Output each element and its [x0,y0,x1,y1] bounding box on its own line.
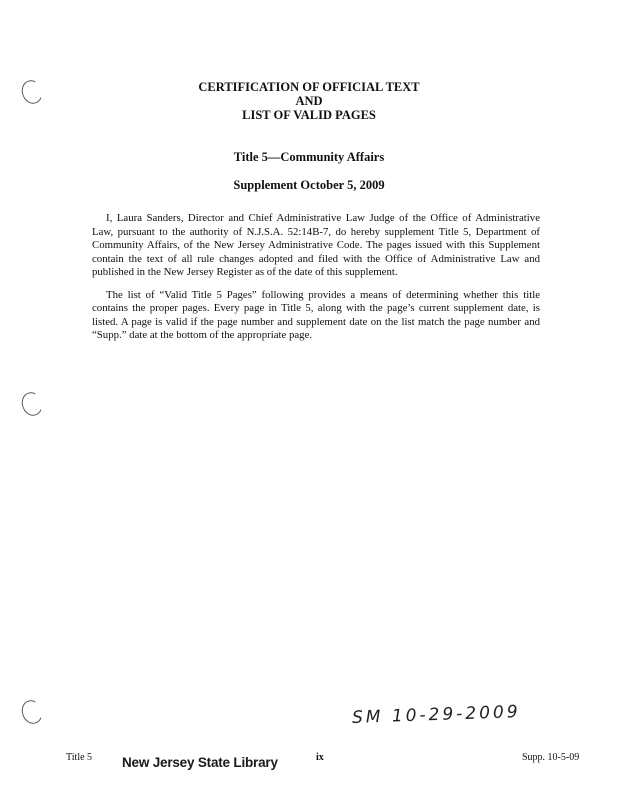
certification-heading [0,80,618,122]
heading-line: CERTIFICATION OF OFFICIAL TEXT [198,80,420,94]
paragraph-valid-pages: The list of “Valid Title 5 Pages” following provides a means of determining whether this title contains the proper pages. Every page in Title 5, along with the page’s current supplement date, is listed. A page is valid if the page number and supplement date on the list match the page number and “Supp.” date at the bottom of the appropriate page. [92,288,540,341]
supplement-heading: Supplement October 5, 2009 [233,178,385,192]
punch-hole-icon [18,389,45,418]
library-stamp: New Jersey State Library [122,755,278,770]
punch-hole-icon [18,697,45,726]
handwritten-note: SM 10-29-2009 [351,702,521,728]
body-text [92,212,540,352]
paragraph-certification: I, Laura Sanders, Director and Chief Administrative Law Judge of the Office of Administrative Law, pursuant to the authority of N.J.S.A. 52:14B-7, do hereby supplement Title 5, Department of Community Affairs, of the New Jersey Administrative Code. The pages issued with this Supplement contain the text of all rule changes adopted and filed with the Office of Administrative Law and published in the New Jersey Register as of the date of this supplement. [92,212,540,278]
heading-line: AND [295,94,323,108]
footer-page-number: ix [316,752,324,763]
heading-line: LIST OF VALID PAGES [242,108,376,122]
title-heading: Title 5—Community Affairs [233,150,385,164]
footer-supplement-date: Supp. 10-5-09 [522,752,580,763]
footer-title: Title 5 [66,752,93,763]
